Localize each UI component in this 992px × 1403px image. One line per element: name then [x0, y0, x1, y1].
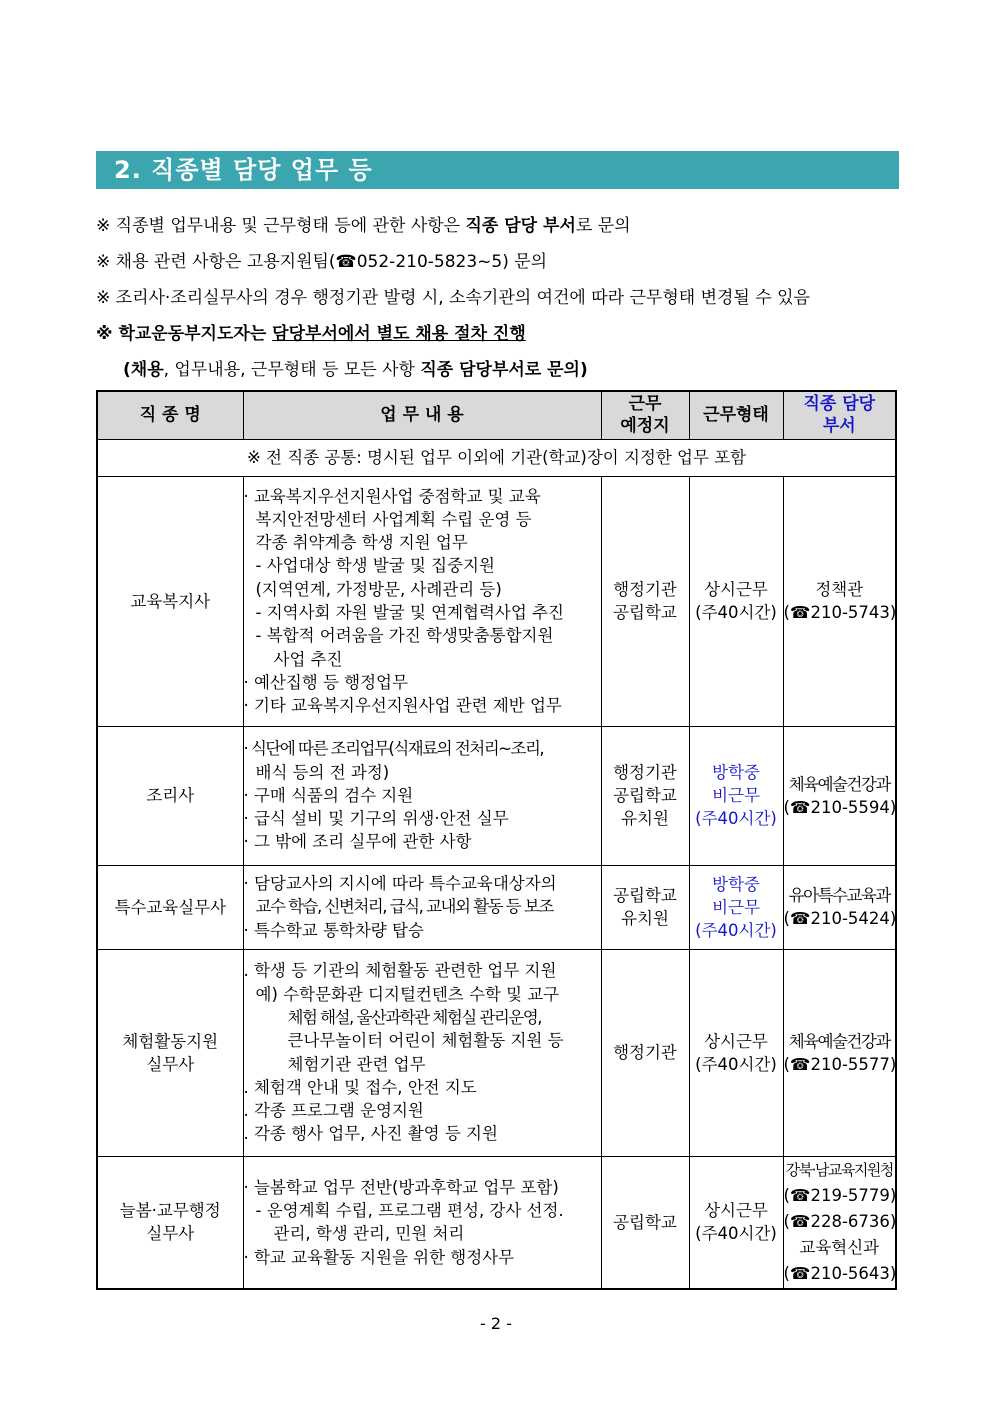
duty-table	[96, 390, 897, 1290]
note-sports-coach-text: ※ 학교운동부지도자는	[96, 324, 273, 344]
note-cook: ※ 조리사·조리실무사의 경우 행정기관 발령 시, 소속기관의 여건에 따라 근무형태 변경될 수 있음	[96, 288, 810, 308]
job-work-type: 상시근무 (주40시간)	[689, 949, 783, 1156]
job-dept: 체육예술건강과 (☎210-5594)	[783, 726, 896, 865]
job-name: 교육복지사	[97, 476, 243, 726]
job-name: 체험활동지원 실무사	[97, 949, 243, 1156]
job-name: 늘봄·교무행정 실무사	[97, 1156, 243, 1289]
table-header-row	[97, 391, 896, 439]
note-detail-b: , 업무내용, 근무형태 등 모든 사항	[163, 360, 421, 380]
header-job-name: 직 종 명	[97, 391, 243, 439]
job-name: 조리사	[97, 726, 243, 865]
table-common-row	[97, 439, 896, 476]
job-place: 행정기관 공립학교 유치원	[601, 726, 689, 865]
job-duties: · 식단에 따른 조리업무(식재료의 전처리~조리, 배식 등의 전 과정) · 구매 식품의 검수 지원 · 급식 설비 및 기구의 위생·안전 실무 · 그 밖에 조리 실무에 관한 사항	[243, 726, 601, 865]
section-title: 2. 직종별 담당 업무 등	[96, 151, 899, 189]
job-duties: · 교육복지우선지원사업 중점학교 및 교육 복지안전망센터 사업계획 수립 운영 등 각종 취약계층 학생 지원 업무 - 사업대상 학생 발굴 및 집중지원 (지역연계, 가정방문, 사례관리 등) - 지역사회 자원 발굴 및 연계협력사업 추진 - 복합적 어려움을 가진 학생맞춤통합지원 사업 추진 · 예산집행 등 행정업무 · 기타 교육복지우선지원사업 관련 제반 업무	[243, 476, 601, 726]
job-place: 행정기관	[601, 949, 689, 1156]
note-inquiry-dept: 직종 담당 부서	[465, 216, 576, 236]
note-detail-c: 직종 담당부서로 문의)	[420, 360, 588, 380]
note-hiring: ※ 채용 관련 사항은 고용지원팀(☎052-210-5823~5) 문의	[96, 252, 548, 272]
job-work-type: 방학중 비근무 (주40시간)	[689, 865, 783, 949]
note-detail-a: (채용	[123, 360, 164, 380]
job-duties: · 늘봄학교 업무 전반(방과후학교 업무 포함) - 운영계획 수립, 프로그램 편성, 강사 선정. 관리, 학생 관리, 민원 처리 · 학교 교육활동 지원을 위한 행정사무	[243, 1156, 601, 1289]
header-duties: 업 무 내 용	[243, 391, 601, 439]
note-sports-coach-detail	[123, 359, 588, 381]
note-inquiry-text: ※ 직종별 업무내용 및 근무형태 등에 관한 사항은	[96, 216, 466, 236]
job-work-type: 방학중 비근무 (주40시간)	[689, 726, 783, 865]
table-row	[97, 949, 896, 1156]
table-row	[97, 865, 896, 949]
job-duties: · 담당교사의 지시에 따라 특수교육대상자의 교수 학습, 신변처리, 급식, 교내외 활동 등 보조 · 특수학교 통학차량 탑승	[243, 865, 601, 949]
header-place: 근무 예정지	[601, 391, 689, 439]
job-place: 공립학교	[601, 1156, 689, 1289]
note-sports-coach-underline: 담당부서에서 별도 채용 절차 진행	[272, 324, 526, 344]
job-dept: 강북·남교육지원청 (☎219-5779) (☎228-6736) 교육혁신과 (☎210-5643)	[783, 1156, 896, 1289]
note-inquiry	[96, 215, 631, 237]
job-place: 공립학교 유치원	[601, 865, 689, 949]
job-work-type: 상시근무 (주40시간)	[689, 1156, 783, 1289]
table-row	[97, 1156, 896, 1289]
note-inquiry-tail: 로 문의	[575, 216, 631, 236]
job-name: 특수교육실무사	[97, 865, 243, 949]
job-work-type: 상시근무 (주40시간)	[689, 476, 783, 726]
note-sports-coach	[96, 323, 526, 345]
job-dept: 유아특수교육과 (☎210-5424)	[783, 865, 896, 949]
job-dept: 체육예술건강과 (☎210-5577)	[783, 949, 896, 1156]
table-row	[97, 476, 896, 726]
job-dept: 정책관 (☎210-5743)	[783, 476, 896, 726]
table-row	[97, 726, 896, 865]
header-work-type: 근무형태	[689, 391, 783, 439]
common-duty-note: ※ 전 직종 공통: 명시된 업무 이외에 기관(학교)장이 지정한 업무 포함	[97, 439, 896, 476]
job-duties: . 학생 등 기관의 체험활동 관련한 업무 지원 예) 수학문화관 디지털컨텐츠 수학 및 교구 체험 해설, 울산과학관 체험실 관리운영, 큰나무놀이터 어린이 체험활동 지원 등 체험기관 관련 업무 . 체험객 안내 및 접수, 안전 지도 . 각종 프로그램 운영지원 . 각종 행사 업무, 사진 촬영 등 지원	[243, 949, 601, 1156]
header-dept: 직종 담당 부서	[783, 391, 896, 439]
page-number: - 2 -	[480, 1314, 512, 1333]
job-place: 행정기관 공립학교	[601, 476, 689, 726]
